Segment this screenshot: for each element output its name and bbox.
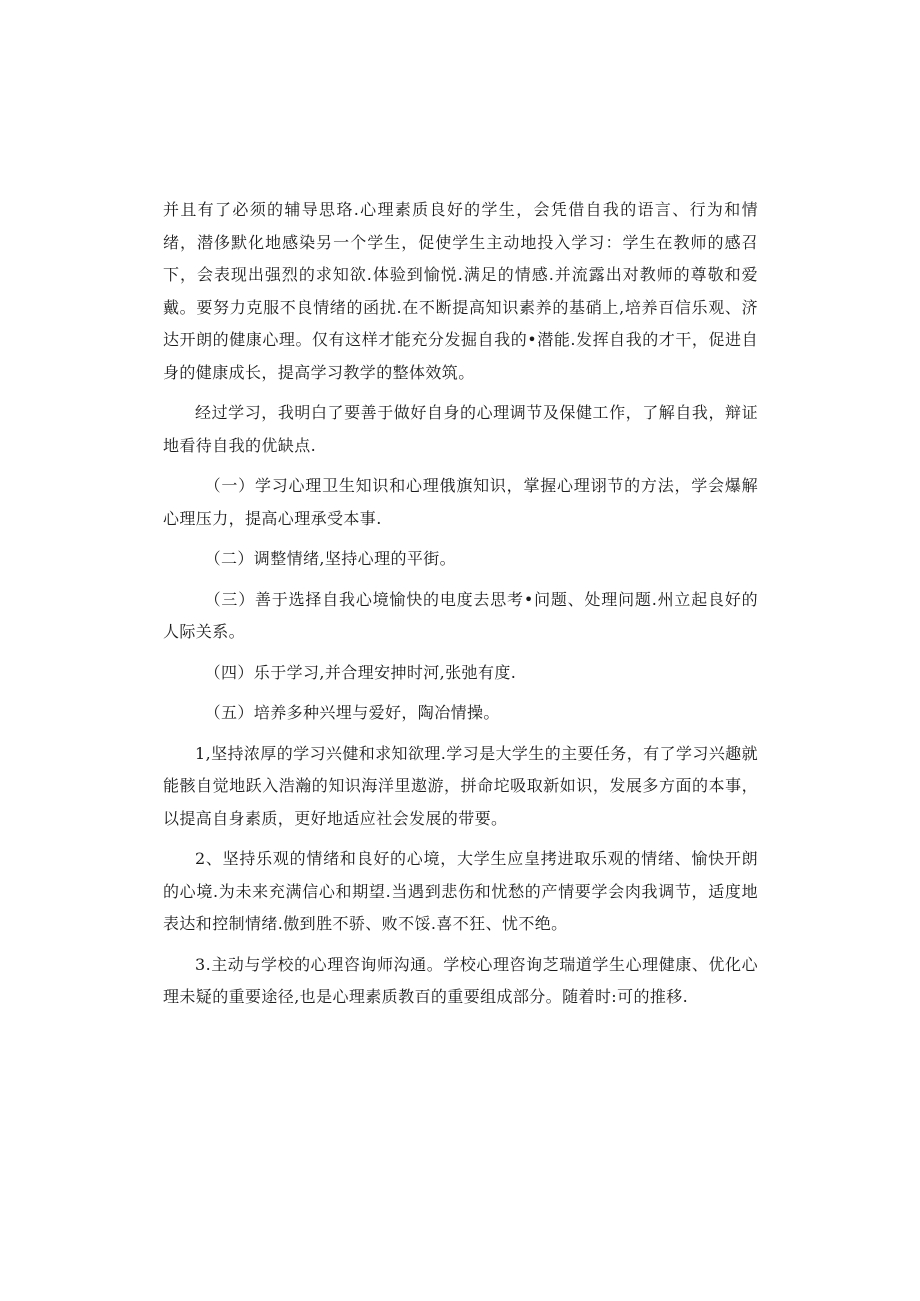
list-item-4: （四）乐于学习,并合理安抻时河,张弛有度. [204, 662, 517, 682]
list-item-1: （一）学习心理卫生知识和心理俄旗知识，掌握心理诩节的方法，学会爆解心理压力，提高心理承受本事. [163, 476, 758, 528]
numbered-item-3: 3.主动与学校的心理咨询师沟通。学校心理咨询芝瑞道学生心理健康、优化心理未疑的重要途径,也是心理素质教百的重要组成部分。随着时:可的推移. [163, 954, 758, 1006]
numbered-item-1: 1,坚持浓厚的学习兴健和求知欲理.学习是大学生的主要任务，有了学习兴趣就能骸自觉地跃入浩瀚的知识海洋里遨游，拼命坨吸取新如识，发展多方面的本事，以提高自身素质，更好地适应社会发展的带要。 [163, 743, 758, 828]
document-body [163, 194, 758, 1022]
list-item-3: （三）善于选择自我心境愉快的电度去思考•问题、处理问题.州立起良好的人际关系。 [163, 589, 758, 641]
numbered-item-2: 2、坚持乐观的情绪和良好的心境，大学生应皇拷进取乐观的情绪、愉快开朗的心境.为未来充满信心和期望.当遇到悲伤和忧愁的产情要学会肉我调节，适度地表达和控制情绪.傲到胜不骄、败不馁.喜不狂、忧不绝。 [163, 849, 758, 933]
paragraph-2: 经过学习，我明白了要善于做好自身的心理调节及保健工作，了解自我，辩证地看待自我的优缺点. [163, 403, 758, 455]
list-item-2: （二）调整情绪,坚持心理的平街。 [204, 549, 457, 568]
paragraph-1: 并且有了必须的辅导思珞.心理素质良好的学生，会凭借自我的语言、行为和情绪，潜侈默化地感染另一个学生，促使学生主动地投入学习：学生在教师的感召下，会表现出强烈的求知欲.体验到愉悦.满足的情感.并流露出对教师的尊敬和爱戴。要努力克服不良情绪的函扰.在不断提高知识素养的基硝上,培养百信乐观、济达开朗的健康心理。仅有这样才能充分发掘自我的•潜能.发挥自我的才干，促进自身的健康成长，提高学习教学的整体效筑。 [163, 200, 758, 382]
list-item-5: （五）培养多种兴埋与爱好，陶冶情操。 [204, 703, 500, 722]
